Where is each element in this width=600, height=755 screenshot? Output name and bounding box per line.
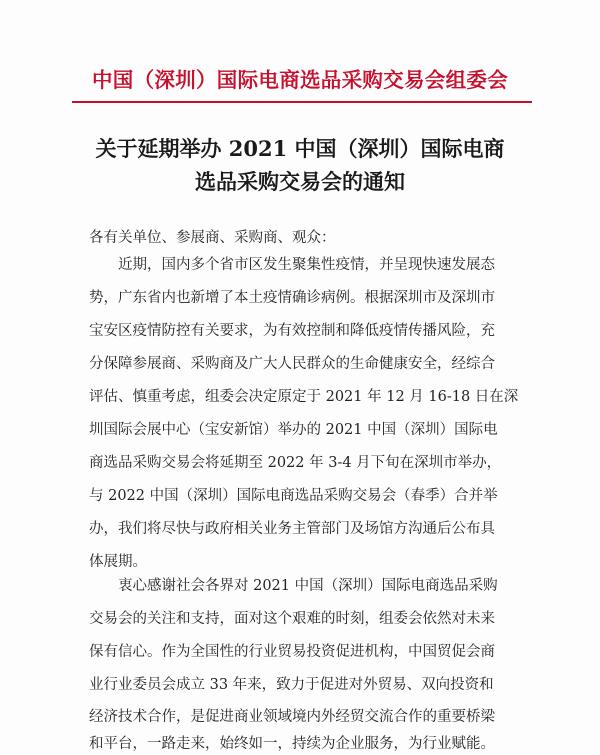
salutation: 各有关单位、参展商、采购商、观众： bbox=[89, 230, 336, 246]
paragraph1-line: 评估、慎重考虑，组委会决定原定于 2021 年 12 月 16-18 日在深 bbox=[89, 389, 519, 405]
paragraph2-line: 衷心感谢社会各界对 2021 中国（深圳）国际电商选品采购 bbox=[118, 578, 498, 594]
paragraph2-line: 经济技术合作，是促进商业领域境内外经贸交流合作的重要桥梁 bbox=[89, 709, 495, 725]
paragraph2-line: 保有信心。作为全国性的行业贸易投资促进机构，中国贸促会商 bbox=[89, 644, 495, 660]
paragraph1-line: 体展期。 bbox=[89, 554, 147, 570]
paragraph1-line: 分保障参展商、采购商及广大人民群众的生命健康安全，经综合 bbox=[89, 356, 495, 372]
paragraph1-line: 办，我们将尽快与政府相关业务主管部门及场馆方沟通后公布具 bbox=[89, 521, 495, 537]
paragraph2-line: 交易会的关注和支持，面对这个艰难的时刻，组委会依然对未来 bbox=[89, 611, 495, 627]
header-divider bbox=[72, 101, 532, 103]
document-title bbox=[0, 132, 600, 198]
paragraph1-line: 与 2022 中国（深圳）国际电商选品采购交易会（春季）合并举 bbox=[89, 488, 498, 504]
paragraph1-line: 近期，国内多个省市区发生聚集性疫情，并呈现快速发展态 bbox=[118, 257, 495, 273]
paragraph1-line: 圳国际会展中心（宝安新馆）举办的 2021 中国（深圳）国际电 bbox=[89, 422, 498, 438]
organizer-header: 中国（深圳）国际电商选品采购交易会组委会 bbox=[92, 68, 508, 92]
paragraph1-line: 宝安区疫情防控有关要求，为有效控制和降低疫情传播风险，充 bbox=[89, 323, 495, 339]
title-line-1: 关于延期举办 2021 中国（深圳）国际电商 bbox=[95, 136, 505, 161]
title-line-2: 选品采购交易会的通知 bbox=[195, 169, 405, 194]
paragraph1-line: 商选品采购交易会将延期至 2022 年 3-4 月下旬在深圳市举办， bbox=[89, 455, 502, 471]
paragraph2-line: 业行业委员会成立 33 年来，致力于促进对外贸易、双向投资和 bbox=[89, 677, 494, 693]
paragraph2-line: 和平台，一路走来，始终如一，持续为企业服务，为行业赋能。 bbox=[89, 736, 495, 752]
paragraph1-line: 势，广东省内也新增了本土疫情确诊病例。根据深圳市及深圳市 bbox=[89, 290, 495, 306]
